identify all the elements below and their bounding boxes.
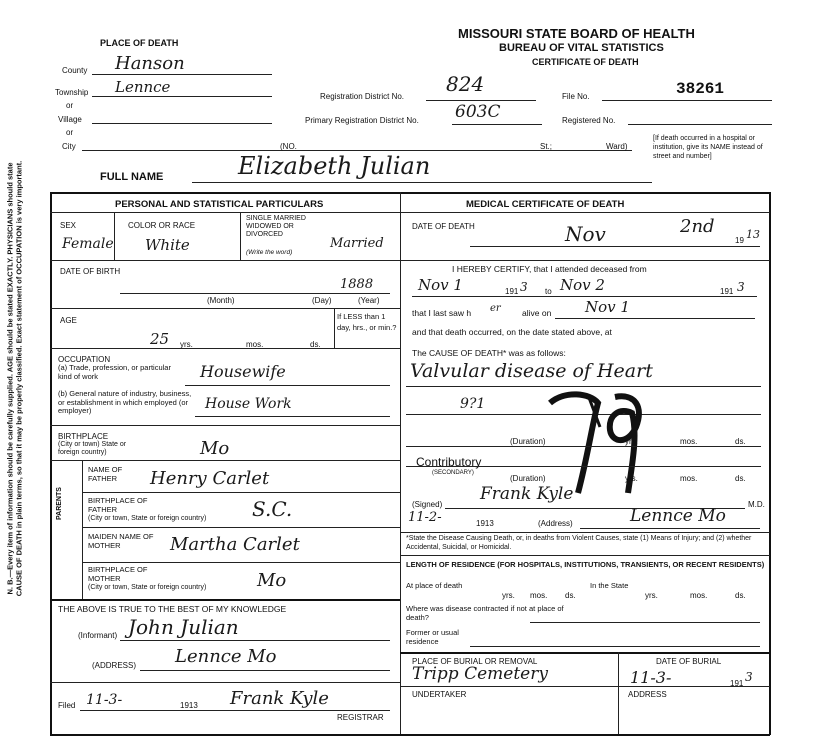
birthplace-label: BIRTHPLACE	[58, 432, 109, 441]
medical-section-title: MEDICAL CERTIFICATE OF DEATH	[466, 199, 625, 210]
physician-address-label: (Address)	[538, 519, 573, 528]
marital-options: SINGLE MARRIED WIDOWED OR DIVORCED	[246, 215, 306, 238]
undertaker-label: UNDERTAKER	[412, 690, 467, 699]
attended-from: Nov 1	[418, 276, 463, 294]
occupation-label: OCCUPATION	[58, 355, 111, 364]
side-instruction-note: N. B.—Every item of information should be carefully supplied. AGE should be stated EXACTLY. PHYSICIANS should state CAUSE OF DEATH in plain terms, so that it may be properly classified. Exact statement of OCCUPATION is very important.	[5, 160, 23, 597]
full-name-value: Elizabeth Julian	[238, 152, 431, 180]
place-of-death-title: PLACE OF DEATH	[100, 38, 179, 48]
cause-value: Valvular disease of Heart	[410, 360, 653, 382]
color-race-value: White	[145, 236, 190, 254]
parents-label: PARENTS	[56, 487, 63, 520]
occupation-value: Housewife	[200, 362, 286, 381]
undertaker-address-label: ADDRESS	[628, 690, 667, 699]
death-day: 2nd	[680, 216, 715, 237]
mother-birthplace-value: Mo	[257, 570, 287, 591]
birthplace-value: Mo	[200, 438, 230, 459]
bureau-title: BUREAU OF VITAL STATISTICS	[499, 42, 664, 54]
village-label: Village	[58, 115, 82, 124]
contributory-label: Contributory	[416, 455, 482, 469]
color-race-label: COLOR OR RACE	[128, 221, 196, 230]
father-birthplace-label: BIRTHPLACE OF FATHER	[88, 496, 148, 514]
sex-value: Female	[62, 236, 114, 252]
code-mark-text: 9?1	[460, 396, 486, 412]
registration-district-label: Registration District No.	[320, 92, 405, 101]
less-than-day: If LESS than 1 day, hrs., or min.?	[337, 312, 397, 332]
filed-date: 11-3-	[86, 692, 123, 708]
signed-date: 11-2-	[408, 510, 442, 525]
age-value: 25	[150, 330, 170, 348]
death-year: 13	[746, 228, 760, 241]
registered-label: Registered No.	[562, 116, 616, 125]
burial-date-label: DATE OF BURIAL	[656, 657, 722, 666]
registration-district-value: 824	[446, 72, 485, 96]
marital-value: Married	[330, 236, 384, 251]
informant-address-label: (ADDRESS)	[92, 661, 137, 670]
father-label: NAME OF FATHER	[88, 465, 123, 483]
board-title: MISSOURI STATE BOARD OF HEALTH	[458, 26, 695, 41]
dob-year-value: 1888	[340, 277, 374, 292]
signed-label: (Signed)	[412, 500, 443, 509]
dob-label: DATE OF BIRTH	[60, 267, 121, 276]
registrar-signature: Frank Kyle	[230, 688, 329, 709]
burial-place-value: Tripp Cemetery	[412, 664, 548, 684]
county-value: Hanson	[115, 53, 185, 74]
contracted-label: Where was disease contracted if not at place of death?	[406, 604, 564, 622]
death-month: Nov	[565, 222, 606, 246]
mother-birthplace-label: BIRTHPLACE OF MOTHER	[88, 565, 148, 583]
full-name-label: FULL NAME	[100, 171, 164, 183]
true-statement: THE ABOVE IS TRUE TO THE BEST OF MY KNOWLEDGE	[58, 604, 287, 614]
date-of-death-label: DATE OF DEATH	[412, 222, 475, 231]
city-label: City	[62, 142, 76, 151]
death-occurred-text: and that death occurred, on the date stated above, at	[412, 327, 612, 337]
burial-label: PLACE OF BURIAL OR REMOVAL	[412, 657, 538, 666]
former-residence-label: Former or usual residence	[406, 628, 459, 646]
burial-date-value: 11-3-	[630, 668, 672, 687]
certify-text: I HEREBY CERTIFY, that I attended deceased from	[452, 264, 647, 274]
county-label: County	[62, 66, 88, 75]
primary-district-label: Primary Registration District No.	[305, 116, 419, 125]
age-label: AGE	[60, 316, 77, 325]
residence-label: LENGTH OF RESIDENCE (FOR HOSPITALS, INSTITUTIONS, TRANSIENTS, OR RECENT RESIDENTS)	[406, 560, 765, 569]
physician-address-value: Lennce Mo	[630, 506, 726, 526]
informant-address-value: Lennce Mo	[175, 646, 277, 667]
cause-footnote: *State the Disease Causing Death, or, in deaths from Violent Causes, state (1) Means of Injury; and (2) whether Accidental, Suicidal, or Homicidal.	[406, 535, 752, 551]
last-saw-text: that I last saw h	[412, 308, 472, 318]
informant-label: (Informant)	[78, 631, 118, 640]
file-label: File No.	[562, 92, 590, 101]
father-value: Henry Carlet	[150, 468, 270, 489]
filed-label: Filed	[58, 701, 76, 710]
physician-signature: Frank Kyle	[480, 484, 574, 504]
informant-value: John Julian	[128, 615, 239, 639]
father-birthplace-value: S.C.	[252, 497, 293, 521]
township-label: Township	[55, 88, 89, 97]
personal-section-title: PERSONAL AND STATISTICAL PARTICULARS	[115, 199, 324, 210]
mother-value: Martha Carlet	[170, 534, 300, 555]
sex-label: SEX	[60, 221, 77, 230]
registrar-label: REGISTRAR	[337, 713, 384, 722]
hospital-note: [If death occurred in a hospital or institution, give its NAME instead of street and number]	[653, 135, 763, 160]
industry-value: House Work	[205, 396, 292, 412]
cause-label: The CAUSE OF DEATH* was as follows:	[412, 348, 566, 358]
alive-on-value: Nov 1	[585, 298, 630, 316]
township-value: Lennce	[115, 78, 171, 96]
attended-to: Nov 2	[560, 276, 605, 294]
mother-label: MAIDEN NAME OF MOTHER	[88, 532, 154, 550]
certificate-title: CERTIFICATE OF DEATH	[532, 57, 639, 67]
primary-district-value: 603C	[455, 102, 501, 122]
file-number: 38261	[676, 80, 725, 98]
